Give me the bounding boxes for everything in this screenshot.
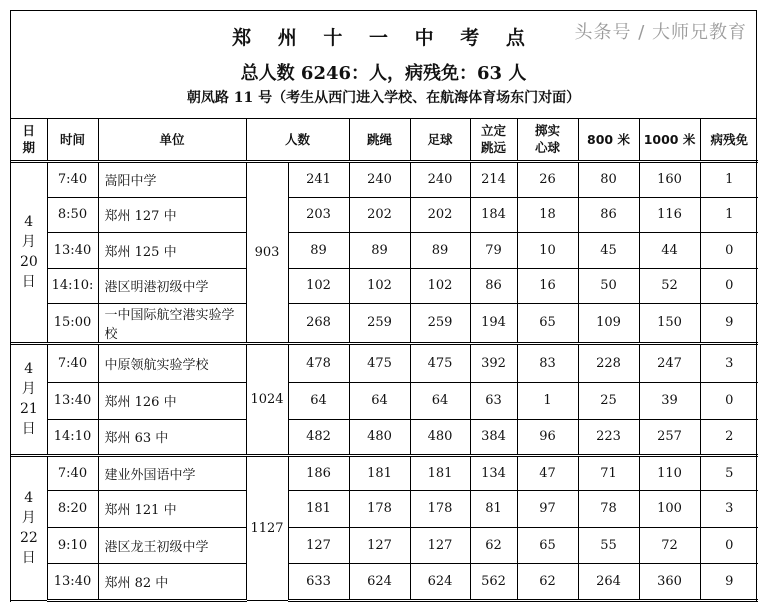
time-cell: 8:50 (47, 197, 98, 232)
ball-cell: 47 (517, 455, 578, 490)
count-cell: 127 (288, 527, 349, 563)
table-row (11, 161, 758, 197)
table-row (11, 232, 758, 268)
jump-cell: 81 (470, 490, 517, 527)
count-cell: 186 (288, 455, 349, 490)
count-cell: 102 (288, 268, 349, 303)
m800-cell: 223 (578, 419, 639, 455)
unit-cell: 郑州 63 中 (98, 419, 246, 455)
count-cell: 482 (288, 419, 349, 455)
time-cell: 14:10: (47, 268, 98, 303)
header-time: 时间 (47, 119, 98, 161)
m800-cell: 228 (578, 343, 639, 382)
ball-cell: 26 (517, 161, 578, 197)
unit-cell: 郑州 126 中 (98, 382, 246, 419)
ball-cell: 97 (517, 490, 578, 527)
m1000-cell: 52 (639, 268, 700, 303)
table-row (11, 197, 758, 232)
rope-cell: 102 (349, 268, 410, 303)
football-cell: 480 (410, 419, 470, 455)
football-cell: 127 (410, 527, 470, 563)
table-row (11, 268, 758, 303)
rope-cell: 475 (349, 343, 410, 382)
rope-cell: 89 (349, 232, 410, 268)
m800-cell: 86 (578, 197, 639, 232)
count-cell: 203 (288, 197, 349, 232)
date-cell: 4月22日 (11, 455, 47, 600)
m1000-cell: 116 (639, 197, 700, 232)
jump-cell: 62 (470, 527, 517, 563)
football-cell: 475 (410, 343, 470, 382)
unit-cell: 嵩阳中学 (98, 161, 246, 197)
exempt-cell: 1 (700, 197, 758, 232)
date-cell: 4月20日 (11, 161, 47, 343)
header-ball: 掷实心球 (517, 119, 578, 161)
jump-cell: 562 (470, 563, 517, 600)
exempt-cell: 3 (700, 490, 758, 527)
m800-cell: 80 (578, 161, 639, 197)
table-row (11, 343, 758, 382)
m800-cell: 25 (578, 382, 639, 419)
count-cell: 64 (288, 382, 349, 419)
count-cell: 89 (288, 232, 349, 268)
day-total-cell: 1024 (246, 343, 288, 455)
total-summary: 总人数 6246：人，病残免：63 人 (240, 63, 527, 84)
count-cell: 181 (288, 490, 349, 527)
rope-cell: 480 (349, 419, 410, 455)
m1000-cell: 44 (639, 232, 700, 268)
ball-cell: 10 (517, 232, 578, 268)
ball-cell: 18 (517, 197, 578, 232)
exempt-cell: 0 (700, 268, 758, 303)
unit-cell: 一中国际航空港实验学校 (98, 303, 246, 343)
header-unit: 单位 (98, 119, 246, 161)
m1000-cell: 72 (639, 527, 700, 563)
page-title: 郑 州 十 一 中 考 点 (232, 27, 535, 49)
header-exempt: 病残免 (700, 119, 758, 161)
m800-cell: 264 (578, 563, 639, 600)
ball-cell: 16 (517, 268, 578, 303)
unit-cell: 郑州 121 中 (98, 490, 246, 527)
unit-cell: 郑州 127 中 (98, 197, 246, 232)
rope-cell: 181 (349, 455, 410, 490)
count-cell: 478 (288, 343, 349, 382)
time-cell: 15:00 (47, 303, 98, 343)
m1000-cell: 150 (639, 303, 700, 343)
header-1000m: 1000 米 (639, 119, 700, 161)
count-cell: 241 (288, 161, 349, 197)
unit-cell: 建业外国语中学 (98, 455, 246, 490)
football-cell: 202 (410, 197, 470, 232)
m800-cell: 71 (578, 455, 639, 490)
ball-cell: 1 (517, 382, 578, 419)
count-cell: 268 (288, 303, 349, 343)
rope-cell: 64 (349, 382, 410, 419)
count-cell: 633 (288, 563, 349, 600)
unit-cell: 港区龙王初级中学 (98, 527, 246, 563)
exempt-cell: 1 (700, 161, 758, 197)
time-cell: 13:40 (47, 563, 98, 600)
table-row (11, 382, 758, 419)
jump-cell: 194 (470, 303, 517, 343)
time-cell: 9:10 (47, 527, 98, 563)
m1000-cell: 100 (639, 490, 700, 527)
exempt-cell: 9 (700, 303, 758, 343)
jump-cell: 214 (470, 161, 517, 197)
unit-cell: 中原领航实验学校 (98, 343, 246, 382)
m1000-cell: 39 (639, 382, 700, 419)
m1000-cell: 257 (639, 419, 700, 455)
time-cell: 8:20 (47, 490, 98, 527)
unit-cell: 郑州 125 中 (98, 232, 246, 268)
exempt-cell: 5 (700, 455, 758, 490)
jump-cell: 392 (470, 343, 517, 382)
exam-schedule-sheet (10, 10, 757, 602)
m800-cell: 109 (578, 303, 639, 343)
day-total-cell: 903 (246, 161, 288, 343)
address: 朝凤路 11 号（考生从西门进入学校、在航海体育场东门对面） (186, 90, 581, 106)
m800-cell: 78 (578, 490, 639, 527)
table-row (11, 527, 758, 563)
date-cell: 4月21日 (11, 343, 47, 455)
day-total-cell: 1127 (246, 455, 288, 600)
jump-cell: 184 (470, 197, 517, 232)
time-cell: 7:40 (47, 343, 98, 382)
header-rope: 跳绳 (349, 119, 410, 161)
football-cell: 64 (410, 382, 470, 419)
rope-cell: 259 (349, 303, 410, 343)
football-cell: 102 (410, 268, 470, 303)
time-cell: 7:40 (47, 161, 98, 197)
exempt-cell: 0 (700, 527, 758, 563)
football-cell: 178 (410, 490, 470, 527)
unit-cell: 郑州 82 中 (98, 563, 246, 600)
exempt-cell: 0 (700, 232, 758, 268)
m800-cell: 50 (578, 268, 639, 303)
football-cell: 624 (410, 563, 470, 600)
time-cell: 14:10 (47, 419, 98, 455)
exempt-cell: 9 (700, 563, 758, 600)
watermark: 头条号 / 大师兄教育 (574, 22, 747, 43)
ball-cell: 62 (517, 563, 578, 600)
table-row (11, 303, 758, 343)
m800-cell: 55 (578, 527, 639, 563)
football-cell: 181 (410, 455, 470, 490)
rope-cell: 624 (349, 563, 410, 600)
rope-cell: 202 (349, 197, 410, 232)
ball-cell: 65 (517, 527, 578, 563)
m1000-cell: 110 (639, 455, 700, 490)
header-football: 足球 (410, 119, 470, 161)
m1000-cell: 160 (639, 161, 700, 197)
rope-cell: 178 (349, 490, 410, 527)
time-cell: 7:40 (47, 455, 98, 490)
m800-cell: 45 (578, 232, 639, 268)
table-row (11, 490, 758, 527)
rope-cell: 127 (349, 527, 410, 563)
m1000-cell: 247 (639, 343, 700, 382)
ball-cell: 96 (517, 419, 578, 455)
table-row (11, 563, 758, 600)
unit-cell: 港区明港初级中学 (98, 268, 246, 303)
time-cell: 13:40 (47, 232, 98, 268)
m1000-cell: 360 (639, 563, 700, 600)
schedule-table (11, 119, 758, 602)
header-date: 日期 (11, 119, 47, 161)
header-jump: 立定跳远 (470, 119, 517, 161)
rope-cell: 240 (349, 161, 410, 197)
header-800m: 800 米 (578, 119, 639, 161)
jump-cell: 63 (470, 382, 517, 419)
table-row (11, 455, 758, 490)
table-row (11, 419, 758, 455)
ball-cell: 83 (517, 343, 578, 382)
football-cell: 240 (410, 161, 470, 197)
exempt-cell: 3 (700, 343, 758, 382)
ball-cell: 65 (517, 303, 578, 343)
jump-cell: 86 (470, 268, 517, 303)
football-cell: 89 (410, 232, 470, 268)
jump-cell: 384 (470, 419, 517, 455)
jump-cell: 79 (470, 232, 517, 268)
football-cell: 259 (410, 303, 470, 343)
time-cell: 13:40 (47, 382, 98, 419)
header-count: 人数 (246, 119, 349, 161)
jump-cell: 134 (470, 455, 517, 490)
exempt-cell: 2 (700, 419, 758, 455)
exempt-cell: 0 (700, 382, 758, 419)
